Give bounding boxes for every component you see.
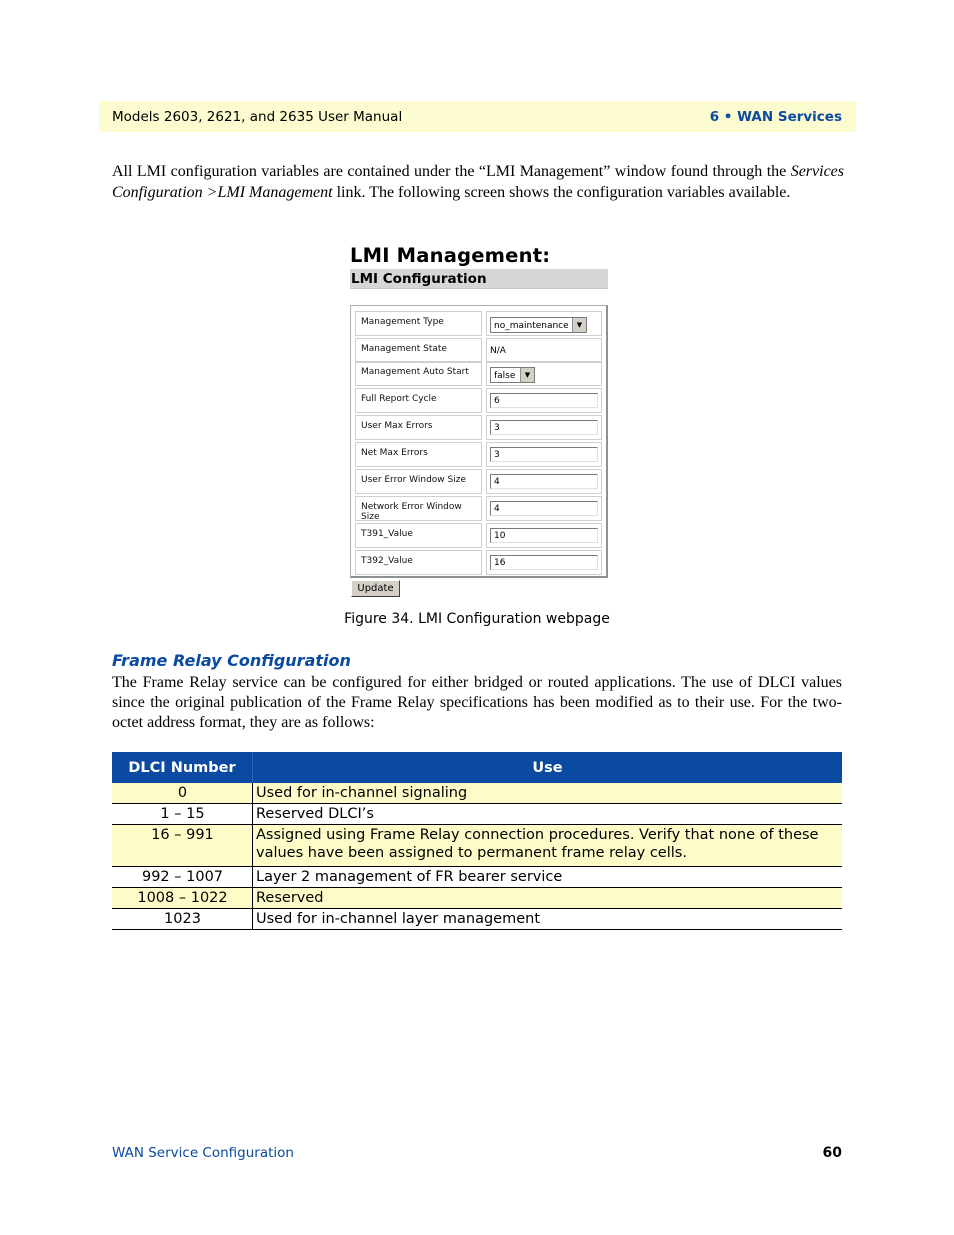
lmi-value-cell [486, 415, 602, 440]
intro-link-text: Services Configuration >LMI Management [112, 163, 844, 201]
intro-paragraph [112, 162, 844, 203]
select-value: no_maintenance [494, 321, 569, 331]
intro-text-1: All LMI configuration variables are contained under the “LMI Management” window found through the [112, 163, 791, 180]
lmi-row-t391 [355, 523, 602, 548]
dlci-number-cell: 1 – 15 [112, 804, 253, 825]
update-button[interactable]: Update [351, 580, 400, 597]
dlci-number-cell: 992 – 1007 [112, 867, 253, 888]
dlci-use-cell: Reserved [253, 888, 843, 909]
figure-caption: Figure 34. LMI Configuration webpage [344, 611, 610, 627]
dlci-table [112, 752, 842, 930]
dlci-use-cell: Assigned using Frame Relay connection procedures. Verify that none of these values have been assigned to permanent frame relay cells. [253, 825, 843, 867]
network-error-window-input[interactable]: 4 [490, 501, 598, 516]
auto-start-select[interactable] [490, 367, 535, 383]
lmi-row-net-max-errors [355, 442, 602, 467]
lmi-value-cell [486, 550, 602, 575]
lmi-value-cell [486, 496, 602, 521]
t392-input[interactable]: 16 [490, 555, 598, 570]
management-state-value: N/A [490, 346, 506, 356]
lmi-label: User Max Errors [355, 415, 482, 440]
running-header [99, 101, 856, 132]
lmi-label: Network Error Window Size [355, 496, 482, 521]
section-body: The Frame Relay service can be configured for either bridged or routed applications. The use of DLCI values since the original publication of the Frame Relay specifications has been modified as to their use. For the two-octet address format, they are as follows: [112, 674, 842, 731]
footer-section-title: WAN Service Configuration [112, 1145, 294, 1161]
lmi-value-cell [486, 523, 602, 548]
table-row [112, 909, 842, 930]
lmi-label: Full Report Cycle [355, 388, 482, 413]
table-row [112, 888, 842, 909]
header-use: Use [253, 752, 843, 783]
dlci-use-cell: Reserved DLCI’s [253, 804, 843, 825]
table-header-row [112, 752, 842, 783]
lmi-label: Net Max Errors [355, 442, 482, 467]
lmi-row-user-error-window [355, 469, 602, 494]
lmi-configuration-subtitle: LMI Configuration [350, 269, 608, 289]
lmi-row-full-report-cycle [355, 388, 602, 413]
dlci-number-cell: 0 [112, 783, 253, 804]
user-max-errors-input[interactable]: 3 [490, 420, 598, 435]
intro-text-2: link. The following screen shows the configuration variables available. [332, 183, 791, 201]
lmi-value-cell [486, 469, 602, 494]
lmi-value-cell [486, 338, 602, 363]
lmi-row-t392 [355, 550, 602, 575]
lmi-config-panel [350, 305, 608, 578]
dlci-use-cell: Used for in-channel layer management [253, 909, 843, 930]
lmi-label: Management State [355, 338, 482, 363]
lmi-row-network-error-window [355, 496, 602, 521]
manual-title: Models 2603, 2621, and 2635 User Manual [112, 108, 403, 125]
lmi-label: Management Type [355, 311, 482, 336]
lmi-row-auto-start [355, 361, 602, 386]
full-report-cycle-input[interactable]: 6 [490, 393, 598, 408]
lmi-row-management-type [355, 311, 602, 336]
table-row [112, 825, 842, 867]
management-type-select[interactable] [490, 317, 587, 333]
select-value: false [494, 371, 516, 381]
chapter-title: 6 • WAN Services [709, 108, 842, 125]
page-number: 60 [822, 1145, 842, 1161]
section-heading: Frame Relay Configuration [112, 651, 351, 670]
lmi-value-cell [486, 442, 602, 467]
table-row [112, 804, 842, 825]
lmi-row-user-max-errors [355, 415, 602, 440]
chevron-down-icon[interactable]: ▼ [520, 368, 534, 382]
lmi-value-cell [486, 311, 602, 336]
dlci-use-cell: Layer 2 management of FR bearer service [253, 867, 843, 888]
lmi-label: T392_Value [355, 550, 482, 575]
chevron-down-icon[interactable]: ▼ [572, 318, 586, 332]
user-error-window-input[interactable]: 4 [490, 474, 598, 489]
table-row [112, 783, 842, 804]
dlci-number-cell: 1008 – 1022 [112, 888, 253, 909]
t391-input[interactable]: 10 [490, 528, 598, 543]
lmi-label: T391_Value [355, 523, 482, 548]
header-dlci-number: DLCI Number [112, 752, 253, 783]
lmi-row-management-state [355, 338, 602, 363]
lmi-label: Management Auto Start [355, 361, 482, 386]
dlci-use-cell: Used for in-channel signaling [253, 783, 843, 804]
lmi-value-cell [486, 361, 602, 386]
net-max-errors-input[interactable]: 3 [490, 447, 598, 462]
dlci-number-cell: 16 – 991 [112, 825, 253, 867]
dlci-number-cell: 1023 [112, 909, 253, 930]
lmi-label: User Error Window Size [355, 469, 482, 494]
lmi-value-cell [486, 388, 602, 413]
lmi-management-title: LMI Management: [350, 244, 551, 267]
table-row [112, 867, 842, 888]
